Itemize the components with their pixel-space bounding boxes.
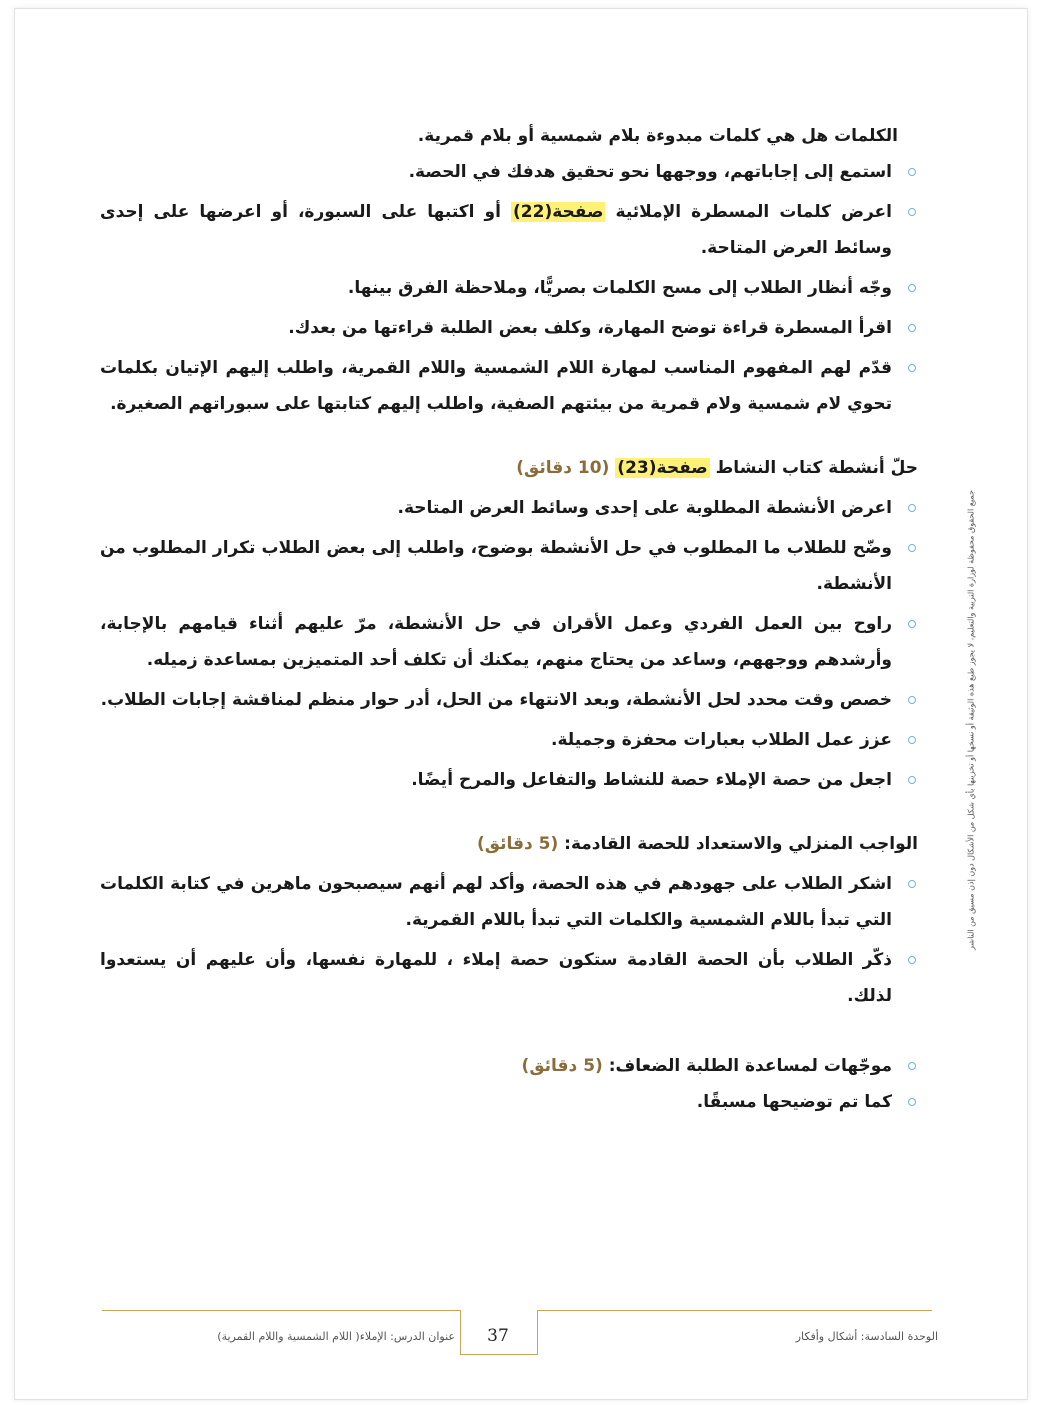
list-item: اقرأ المسطرة قراءة توضح المهارة، وكلف بعض الطلبة قراءتها من بعدك. bbox=[100, 310, 918, 346]
list-item: استمع إلى إجاباتهم، ووجهها نحو تحقيق هدفك في الحصة. bbox=[100, 154, 918, 190]
circle-bullet-icon bbox=[908, 880, 916, 888]
circle-bullet-icon bbox=[908, 364, 916, 372]
section2-list bbox=[100, 490, 918, 798]
section1-list bbox=[100, 154, 918, 422]
circle-bullet-icon bbox=[908, 956, 916, 964]
circle-bullet-icon bbox=[908, 324, 916, 332]
list-item: وجّه أنظار الطلاب إلى مسح الكلمات بصريًّا، وملاحظة الفرق بينها. bbox=[100, 270, 918, 306]
circle-bullet-icon bbox=[908, 1062, 916, 1070]
list-item: راوح بين العمل الفردي وعمل الأقران في حل الأنشطة، مرّ عليهم أثناء قيامهم بالإجابة، وأرشدهم ووجههم، وساعد من يحتاج منهم، يمكنك أن تكلف أحد المتميزين بمساعدة زميله. bbox=[100, 606, 918, 678]
section3-list bbox=[100, 866, 918, 1014]
list-item: اعرض كلمات المسطرة الإملائية صفحة(22) أو اكتبها على السبورة، أو اعرضها على إحدى وسائط العرض المتاحة. bbox=[100, 194, 918, 266]
section4-heading: موجّهات لمساعدة الطلبة الضعاف: (5 دقائق) bbox=[100, 1048, 918, 1084]
section2-heading: حلّ أنشطة كتاب النشاط صفحة(23) (10 دقائق) bbox=[516, 458, 918, 478]
list-item: اشكر الطلاب على جهودهم في هذه الحصة، وأكد لهم أنهم سيصبحون ماهرين في كتابة الكلمات التي تبدأ باللام الشمسية والكلمات التي تبدأ باللام القمرية. bbox=[100, 866, 918, 938]
list-item: اعرض الأنشطة المطلوبة على إحدى وسائط العرض المتاحة. bbox=[100, 490, 918, 526]
circle-bullet-icon bbox=[908, 1098, 916, 1106]
highlighted-page-ref: صفحة(22) bbox=[513, 202, 604, 222]
circle-bullet-icon bbox=[908, 776, 916, 784]
highlighted-page-ref: صفحة(23) bbox=[617, 458, 708, 478]
list-item: ذكّر الطلاب بأن الحصة القادمة ستكون حصة إملاء ، للمهارة نفسها، وأن عليهم أن يستعدوا لذلك. bbox=[100, 942, 918, 1014]
list-item: قدّم لهم المفهوم المناسب لمهارة اللام الشمسية واللام القمرية، واطلب إليهم الإتيان بكلمات تحوي لام شمسية ولام قمرية من بيئتهم الصفية، واطلب إليهم كتابتها على سبوراتهم الصغيرة. bbox=[100, 350, 918, 422]
list-item: عزز عمل الطلاب بعبارات محفزة وجميلة. bbox=[100, 722, 918, 758]
lesson-content bbox=[100, 118, 918, 1124]
list-item: خصص وقت محدد لحل الأنشطة، وبعد الانتهاء من الحل، أدر حوار منظم لمناقشة إجابات الطلاب. bbox=[100, 682, 918, 718]
list-item: وضّح للطلاب ما المطلوب في حل الأنشطة بوضوح، واطلب إلى بعض الطلاب تكرار المطلوب من الأنشطة. bbox=[100, 530, 918, 602]
list-item: اجعل من حصة الإملاء حصة للنشاط والتفاعل والمرح أيضًا. bbox=[100, 762, 918, 798]
copyright-side-note: جميع الحقوق محفوظة لوزارة التربية والتعليم، لا يجوز طبع هذه الوثيقة أو نسخها أو تخزينها بأي شكل من الأشكال دون إذن مسبق من الناشر bbox=[966, 490, 976, 950]
intro-line: الكلمات هل هي كلمات مبدوءة بلام شمسية أو بلام قمرية. bbox=[417, 126, 898, 146]
circle-bullet-icon bbox=[908, 620, 916, 628]
circle-bullet-icon bbox=[908, 208, 916, 216]
list-item: كما تم توضيحها مسبقًا. bbox=[100, 1084, 918, 1120]
lesson-title: عنوان الدرس: الإملاء( اللام الشمسية واللام القمرية) bbox=[217, 1330, 455, 1343]
circle-bullet-icon bbox=[908, 284, 916, 292]
page-number: 37 bbox=[487, 1326, 509, 1346]
circle-bullet-icon bbox=[908, 696, 916, 704]
section4-list bbox=[100, 1084, 918, 1120]
circle-bullet-icon bbox=[908, 736, 916, 744]
circle-bullet-icon bbox=[908, 168, 916, 176]
circle-bullet-icon bbox=[908, 504, 916, 512]
circle-bullet-icon bbox=[908, 544, 916, 552]
section3-heading: الواجب المنزلي والاستعداد للحصة القادمة: (5 دقائق) bbox=[476, 834, 918, 854]
unit-title: الوحدة السادسة: أشكال وأفكار bbox=[795, 1330, 938, 1343]
